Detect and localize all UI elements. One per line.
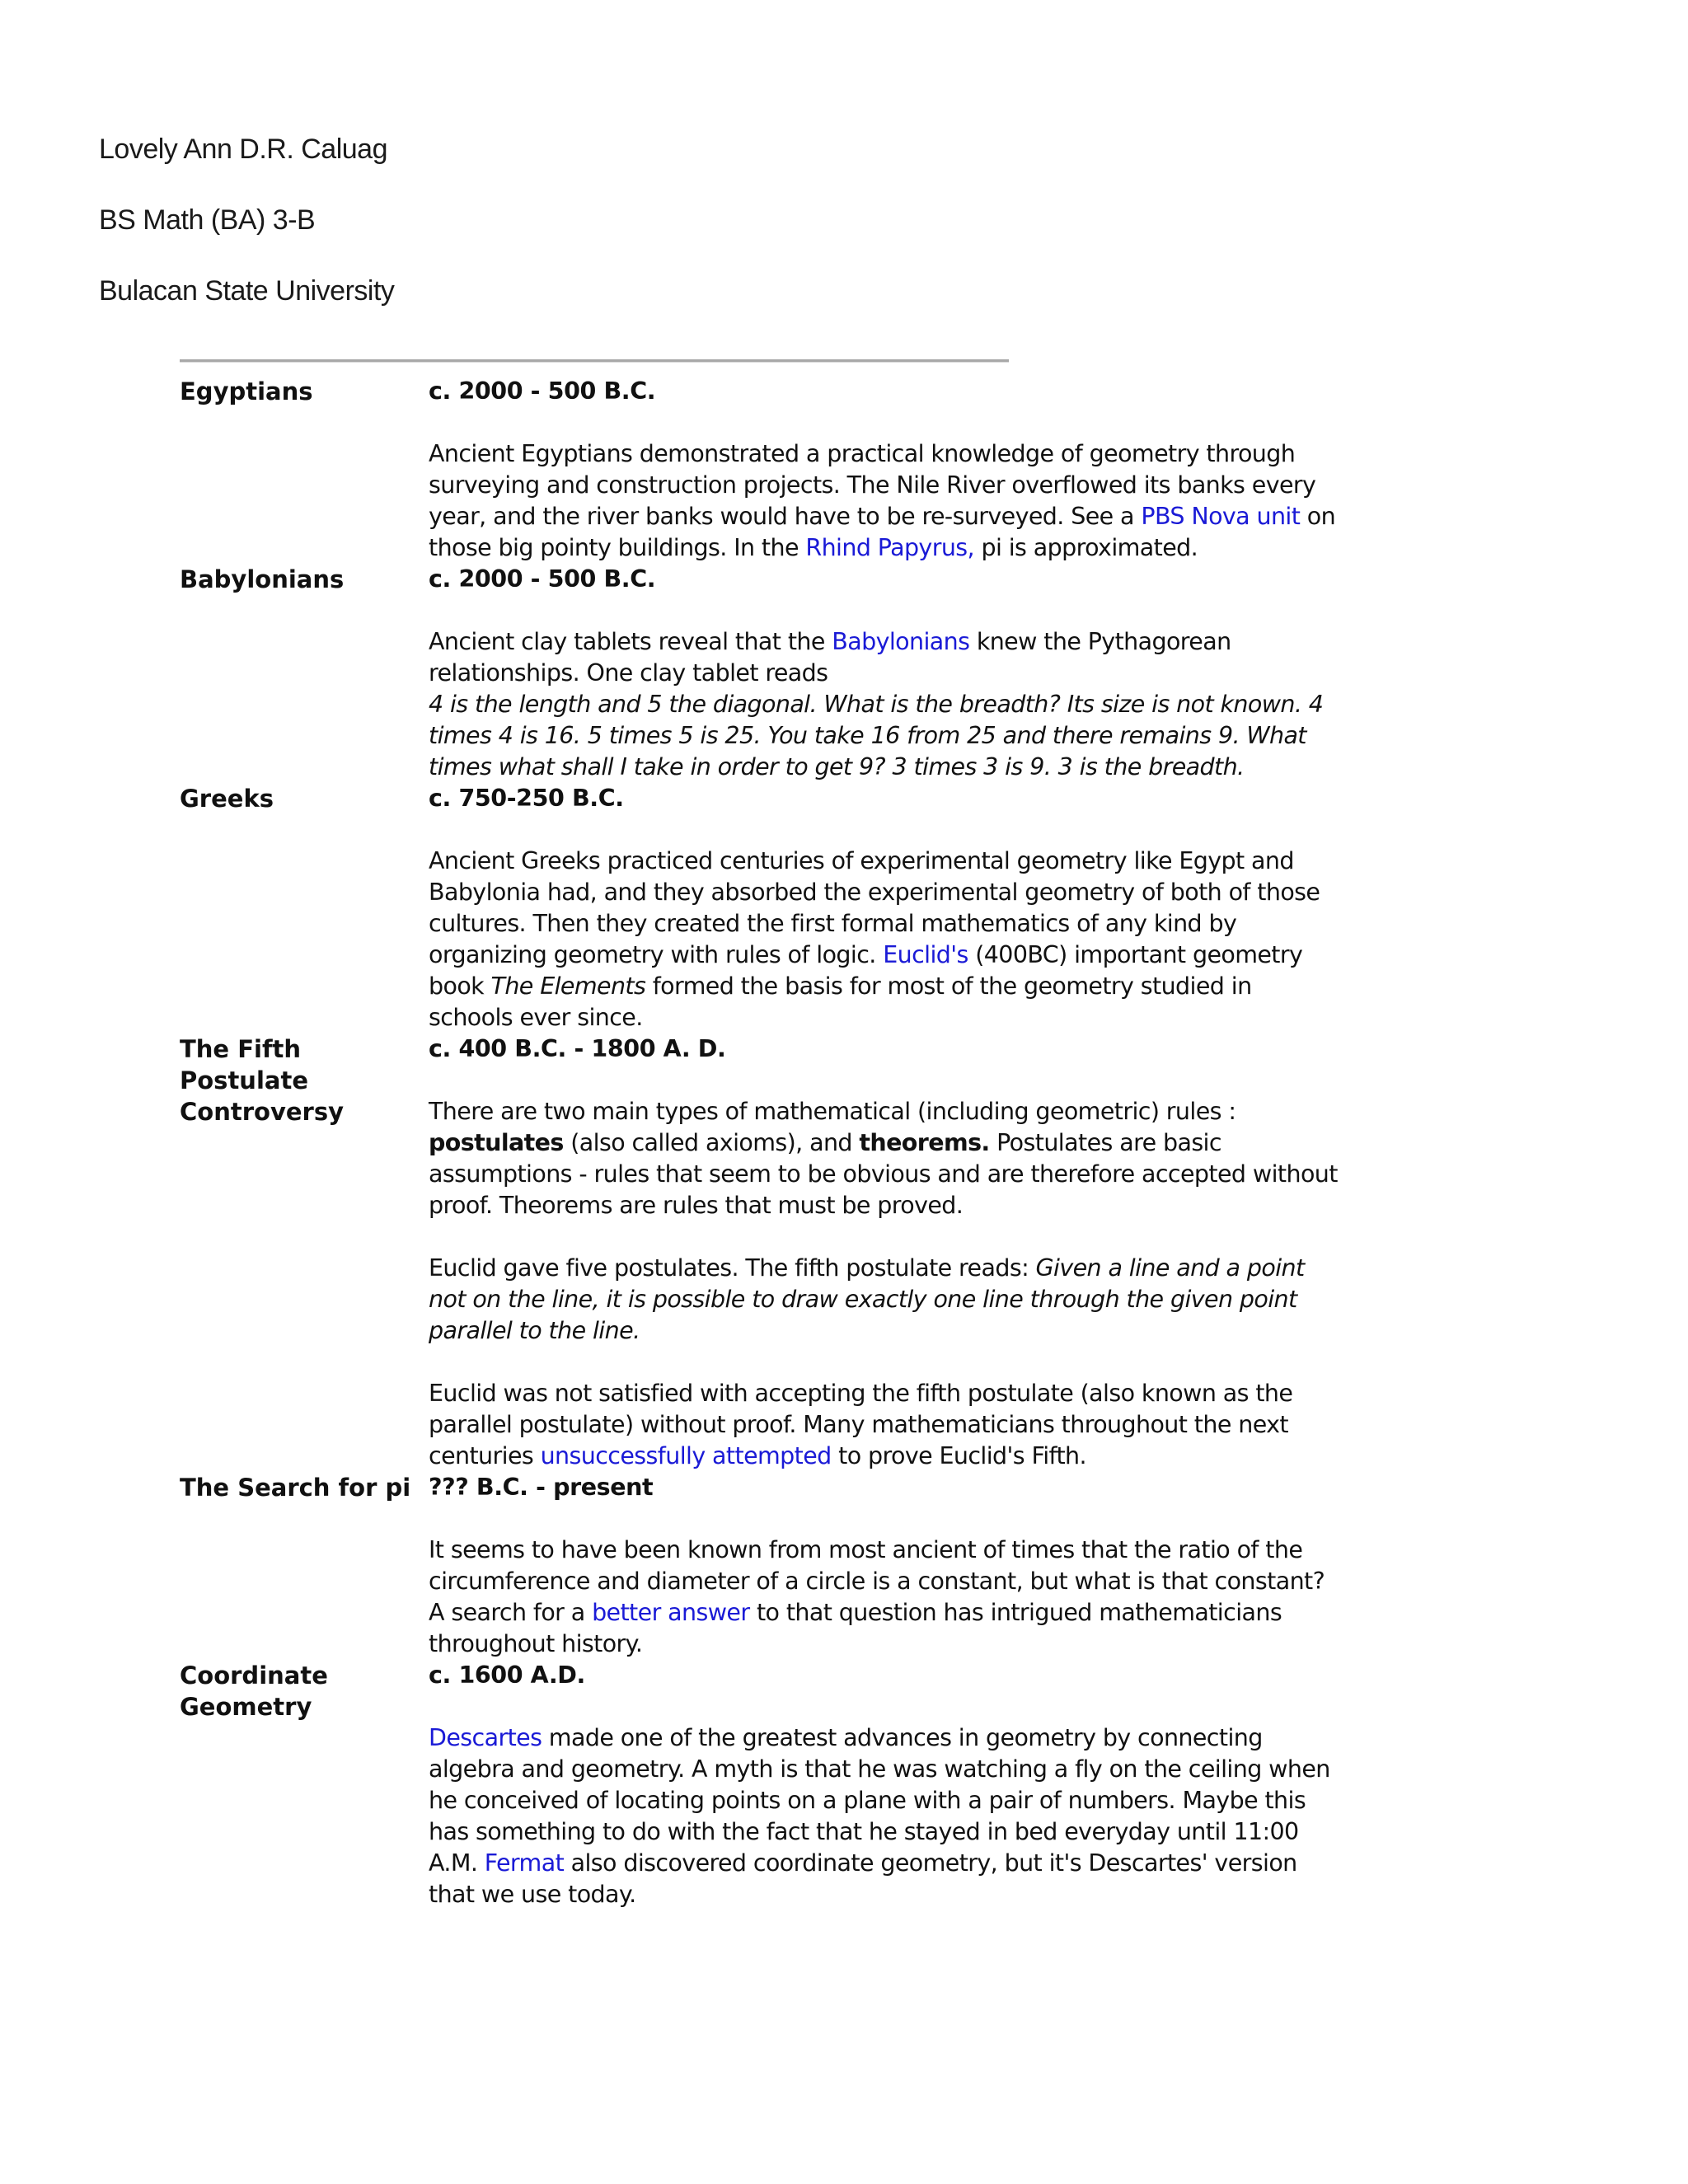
author-name: Lovely Ann D.R. Caluag [99,134,387,165]
rhind-papyrus-link[interactable]: Rhind Papyrus, [805,534,974,561]
entry-content [429,783,1342,1033]
entry-date: c. 400 B.C. - 1800 A. D. [429,1035,726,1062]
text-span: pi is approximated. [974,534,1198,561]
text-span: (also called axioms), and [563,1129,860,1156]
tablet-quote: 4 is the length and 5 the diagonal. What is the breadth? Its size is not known. 4 times 4 is 16. 5 times 5 is 25. You take 16 from 25 and there remains 9. What times what shall I take in order to get 9? 3 times 3 is 9. 3 is the breadth. [429,691,1324,780]
babylonians-link[interactable]: Babylonians [832,628,970,655]
entry-label: The Fifth Postulate Controversy [180,1035,344,1126]
pbs-nova-link[interactable]: PBS Nova unit [1141,503,1301,530]
fermat-link[interactable]: Fermat [484,1849,565,1877]
entry-label: Greeks [180,785,274,813]
text-span: on those big pointy buildings. In the [429,503,1336,561]
text-span: (400BC) important geometry book [429,941,1303,1000]
entry-date: c. 2000 - 500 B.C. [429,565,656,593]
entry-content [429,376,1342,564]
unsuccessfully-attempted-link[interactable]: unsuccessfully attempted [540,1442,832,1469]
text-span: to that question has intrigued mathematicians throughout history. [429,1599,1282,1657]
entry-date: ??? B.C. - present [429,1474,654,1501]
program-name: BS Math (BA) 3-B [99,204,316,236]
entry-paragraph [429,1253,1342,1347]
book-title: The Elements [490,972,646,1000]
text-span: Euclid was not satisfied with accepting the fifth postulate (also known as the parallel postulate) without proof. Many mathematicians throughout the next centuries [429,1380,1293,1469]
text-span: made one of the greatest advances in geometry by connecting algebra and geometry. A myth is that he was watching a fly on the ceiling when he conceived of locating points on a plane with a pair of numbers. Maybe this has something to do with the fact that he stayed in bed everyday until 11:00 A.M. [429,1724,1330,1877]
entry-content [429,1033,1342,1472]
entry-paragraph [429,1535,1342,1660]
fifth-postulate-quote: Given a line and a point not on the line, it is possible to draw exactly one line through the given point parallel to the line. [429,1254,1305,1344]
entry-date: c. 750-250 B.C. [429,785,624,812]
entry-paragraph [429,438,1342,564]
entry-content [429,564,1342,783]
descartes-link[interactable]: Descartes [429,1724,542,1751]
text-span: Euclid gave five postulates. The fifth postulate reads: [429,1254,1036,1282]
euclid-link[interactable]: Euclid's [883,941,968,968]
entry-paragraph [429,846,1342,1033]
theorems-term: theorems. [859,1129,990,1156]
text-span: Ancient Egyptians demonstrated a practical knowledge of geometry through surveying and construction projects. The Nile River overflowed its banks every year, and the river banks would have to be re-surveyed. See a [429,440,1316,530]
text-span: to prove Euclid's Fifth. [831,1442,1086,1469]
postulates-term: postulates [429,1129,564,1156]
text-span: formed the basis for most of the geometry studied in schools ever since. [429,972,1252,1031]
timeline-entry-coordinate-geometry [180,1660,1342,1910]
entry-content [429,1660,1342,1910]
entry-label: Coordinate Geometry [180,1661,328,1721]
entry-label: The Search for pi [180,1474,411,1502]
text-span: knew the Pythagorean relationships. One clay tablet reads [429,628,1231,687]
entry-content [429,1472,1342,1660]
entry-date: c. 1600 A.D. [429,1661,585,1689]
text-span: also discovered coordinate geometry, but it's Descartes' version that we use today. [429,1849,1297,1908]
timeline-entry-egyptians [180,376,1342,564]
timeline-entry-search-for-pi [180,1472,1342,1660]
horizontal-rule [180,359,1009,362]
entry-paragraph [429,1096,1342,1221]
entry-paragraph [429,626,1342,783]
entry-label: Egyptians [180,377,313,405]
text-span: It seems to have been known from most ancient of times that the ratio of the circumference and diameter of a circle is a constant, but what is that constant? A search for a [429,1536,1325,1626]
text-span: Postulates are basic assumptions - rules that seem to be obvious and are therefore accepted without proof. Theorems are rules that must be proved. [429,1129,1338,1219]
timeline-entry-fifth-postulate [180,1033,1342,1472]
entry-date: c. 2000 - 500 B.C. [429,377,656,405]
text-span: Ancient Greeks practiced centuries of experimental geometry like Egypt and Babylonia had, and they absorbed the experimental geometry of both of those cultures. Then they created the first formal mathematics of any kind by organizing geometry with rules of logic. [429,847,1320,968]
timeline-entry-greeks [180,783,1342,1033]
entry-paragraph [429,1378,1342,1472]
timeline-table [180,376,1342,1910]
better-answer-link[interactable]: better answer [592,1599,750,1626]
entry-paragraph [429,1722,1342,1910]
university-name: Bulacan State University [99,275,395,307]
text-span: Ancient clay tablets reveal that the [429,628,832,655]
text-span: There are two main types of mathematical (including geometric) rules : [429,1098,1236,1125]
entry-label: Babylonians [180,565,345,593]
timeline-entry-babylonians [180,564,1342,783]
